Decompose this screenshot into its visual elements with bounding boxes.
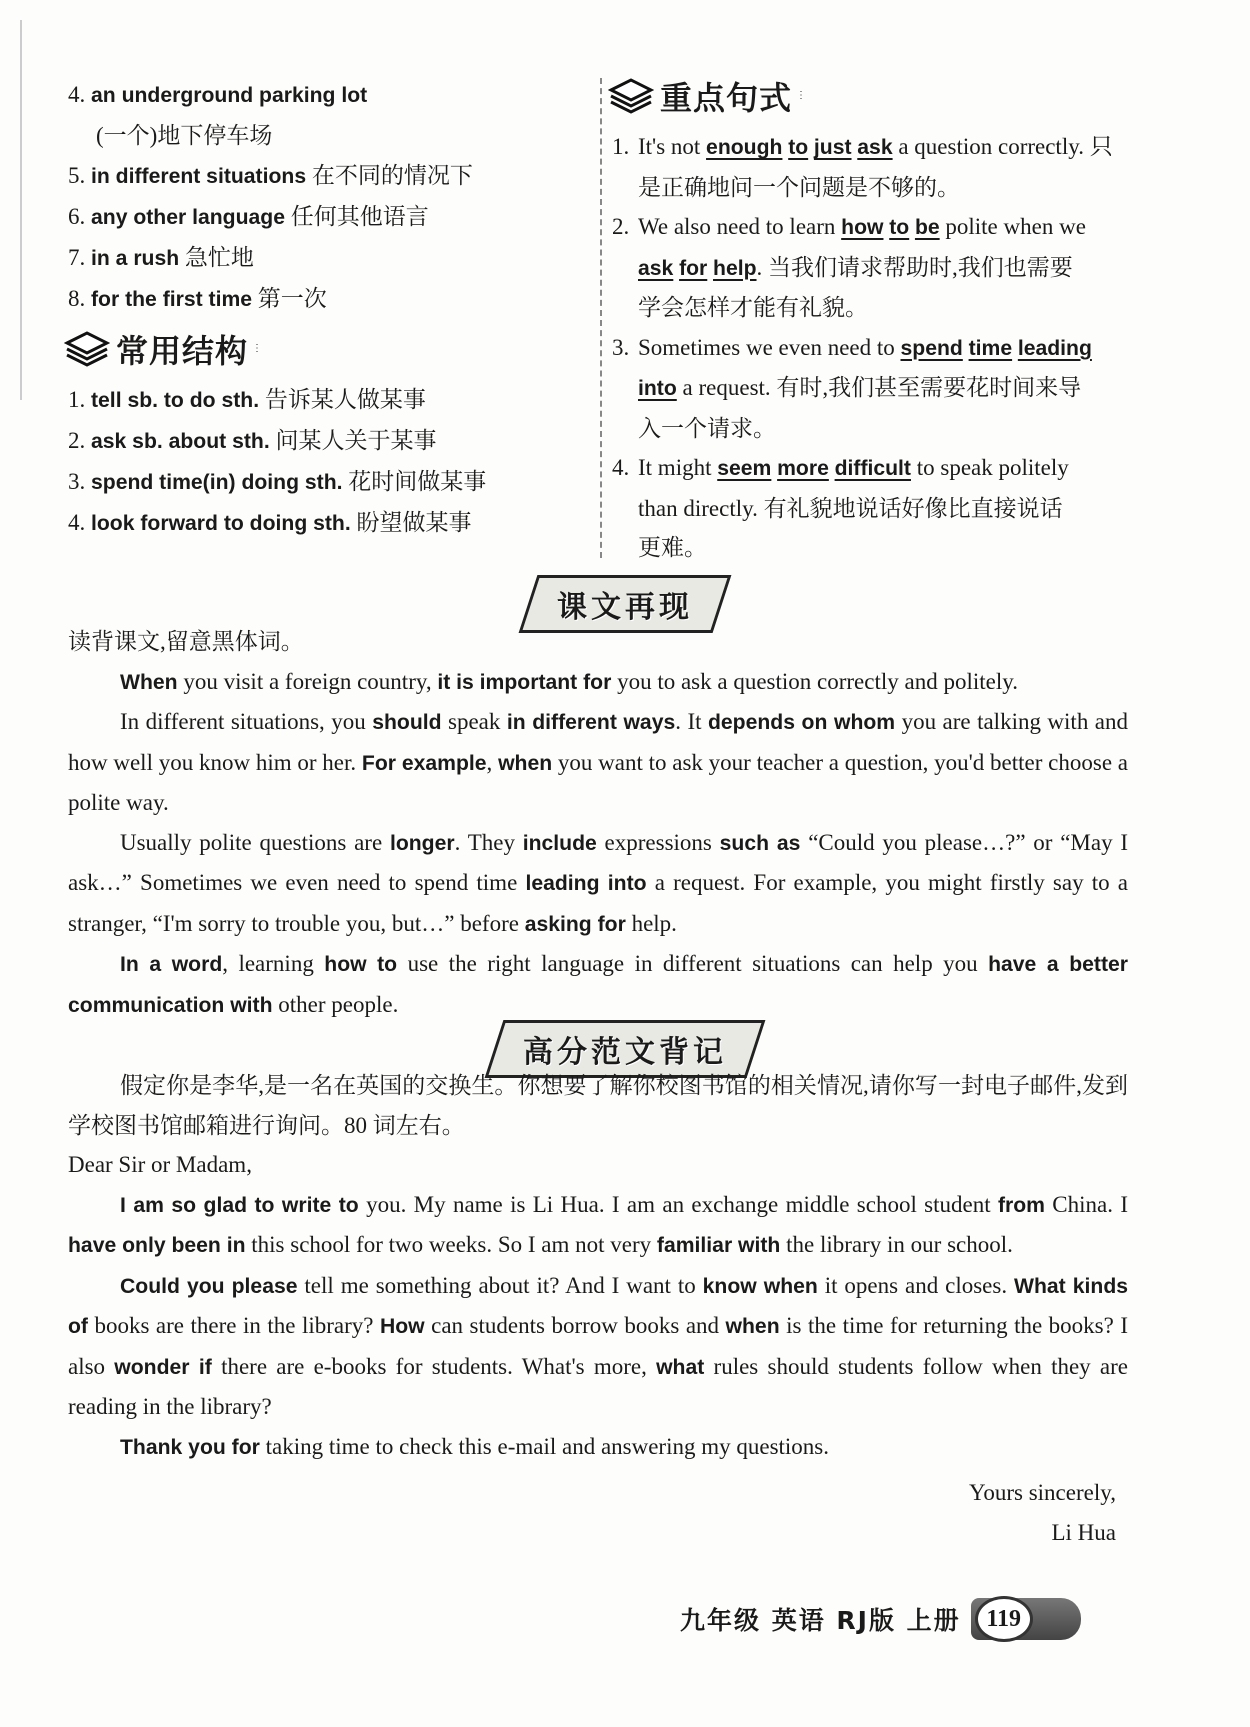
section-title: 重点句式: [660, 79, 793, 117]
structure-item: 2. ask sb. about sth. 问某人关于某事: [68, 428, 437, 453]
section-header-structures: [64, 324, 588, 374]
structure-item: 4. look forward to doing sth. 盼望做某事: [68, 510, 472, 535]
decorative-dots: ⋮: [796, 90, 807, 101]
section-header-key-sentences: [608, 71, 1142, 121]
phrase-item: 8. for the first time 第一次: [68, 286, 327, 311]
essay-paragraph: I am so glad to write to you. My name is Li Hua. I am an exchange middle school student from China. I have only been in this school for two weeks. So I am not very familiar with the library in our school.: [68, 1191, 1128, 1257]
structure-item: 1. tell sb. to do sth. 告诉某人做某事: [68, 387, 426, 412]
phrase-item: 6. any other language 任何其他语言: [68, 204, 429, 229]
key-sentence-2: 2. We also need to learn how to be polite when we: [612, 214, 1086, 239]
key-sentence-4-cont: 更难。: [638, 535, 707, 560]
key-sentence-4: 4. It might seem more difficult to speak politely: [612, 455, 1069, 480]
model-essay: [68, 1066, 1128, 1552]
page-footer: [680, 1598, 1081, 1640]
phrase-item: 5. in different situations 在不同的情况下: [68, 163, 473, 188]
structure-item: 3. spend time(in) doing sth. 花时间做某事: [68, 469, 487, 494]
passage-paragraph: Usually polite questions are longer. They include expressions such as “Could you please…?” or “May I ask…” Sometimes we even need to spend time leading into a request. For example, you might firstly say to a stranger, “I'm sorry to trouble you, but…” before asking for help.: [68, 829, 1129, 936]
essay-paragraph: Could you please tell me something about it? And I want to know when it opens and closes. What kinds of books are there in the library? How can students borrow books and when is the time for returning the books? I also wonder if there are e-books for students. What's more, what rules should students follow when they are reading in the library?: [68, 1272, 1129, 1419]
key-sentence-3: 3. Sometimes we even need to spend time leading: [612, 334, 1092, 360]
binding-line: [20, 20, 22, 400]
essay-prompt: 假定你是李华,是一名在英国的交换生。你想要了解你校图书馆的相关情况,请你写一封电子邮件,发到学校图书馆邮箱进行询问。80 词左右。: [68, 1073, 1128, 1138]
key-sentence-2-cont: ask for help. 当我们请求帮助时,我们也需要: [638, 254, 1073, 280]
essay-paragraph: Thank you for taking time to check this e-mail and answering my questions.: [120, 1433, 830, 1459]
key-sentence-3-cont: into a request. 有时,我们甚至需要花时间来导: [638, 375, 1082, 400]
key-sentence-2-cont: 学会怎样才能有礼貌。: [638, 295, 868, 320]
right-column: [612, 75, 1142, 568]
section-title: 常用结构: [116, 332, 249, 370]
essay-signature: Li Hua: [1051, 1519, 1116, 1545]
section-banner-text-review: 课文再现: [519, 575, 732, 633]
phrase-item: 7. in a rush 急忙地: [68, 245, 254, 270]
books-icon: [608, 76, 654, 116]
essay-greeting: Dear Sir or Madam,: [68, 1152, 252, 1177]
phrase-translation: (一个)地下停车场: [96, 123, 273, 148]
key-sentence-3-cont: 入一个请求。: [638, 415, 776, 441]
text-review-passage: [68, 622, 1128, 1025]
passage-paragraph: In a word, learning how to use the right language in different situations can help you have a better communication with other people.: [68, 951, 1129, 1017]
passage-paragraph: When you visit a foreign country, it is important for you to ask a question correctly and politely.: [120, 668, 1018, 694]
column-divider: [600, 78, 602, 558]
section-banner-model-essay: 高分范文背记: [485, 1020, 766, 1078]
phrase-item: 4. an underground parking lot: [68, 82, 368, 107]
page-number: 119: [975, 1596, 1033, 1642]
instruction: 读背课文,留意黑体词。: [68, 629, 304, 654]
decorative-dots: ⋮: [252, 343, 263, 354]
left-column: [68, 75, 588, 544]
passage-paragraph: In different situations, you should speak in different ways. It depends on whom you are talking with and how well you know him or her. For example, when you want to ask your teacher a question, you'd better choose a polite way.: [68, 709, 1128, 815]
books-icon: [64, 329, 110, 369]
key-sentence-4-cont: than directly. 有礼貌地说话好像比直接说话: [638, 495, 1063, 521]
essay-closing: Yours sincerely,: [969, 1480, 1116, 1505]
book-info: 九年级 英语 RJ版 上册: [680, 1606, 961, 1635]
key-sentence-1-cont: 是正确地问一个问题是不够的。: [638, 174, 960, 200]
page-number-badge: [971, 1598, 1081, 1640]
key-sentence-1: 1. It's not enough to just ask a question correctly. 只: [612, 134, 1113, 159]
